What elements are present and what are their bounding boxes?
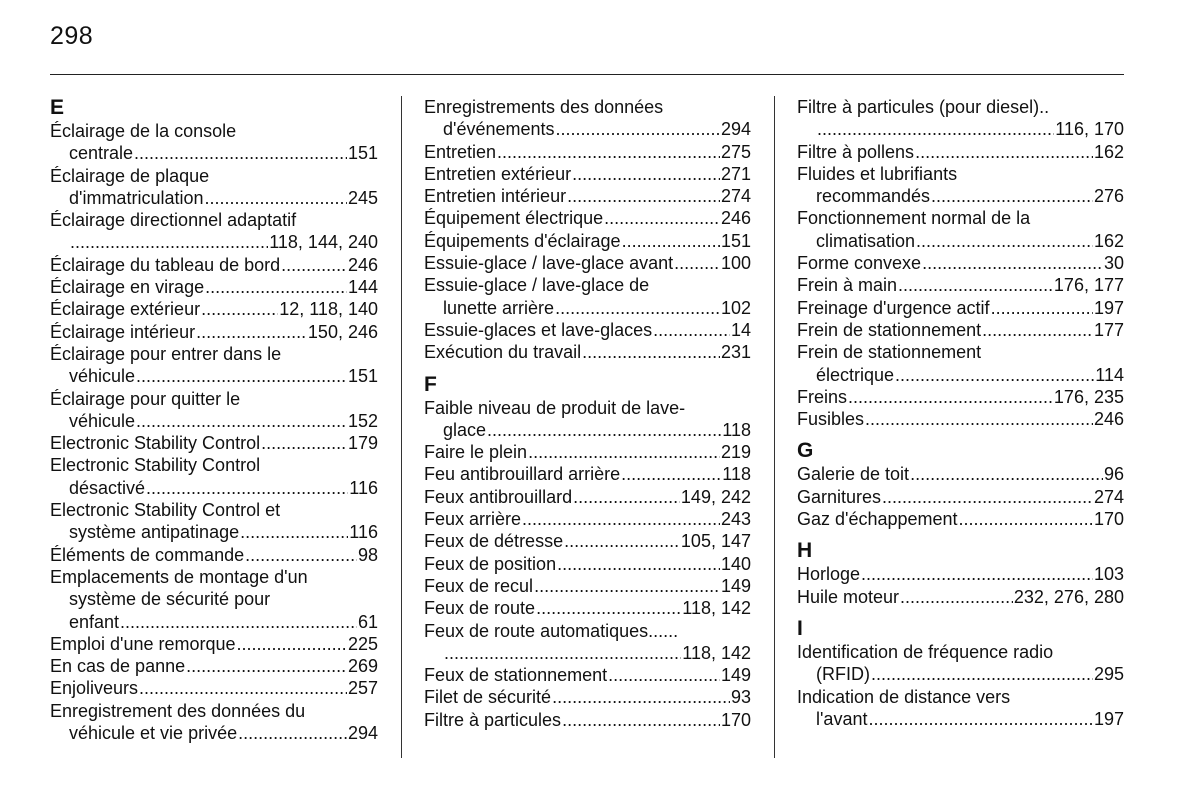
dot-leader	[487, 419, 721, 441]
dot-leader	[281, 254, 347, 276]
index-entry	[797, 663, 1124, 685]
index-entry-pages: 100	[720, 253, 751, 274]
index-entry	[50, 410, 378, 432]
index-entry	[50, 477, 378, 499]
index-entry-pages: 177	[1093, 319, 1124, 340]
index-entry-label: Freins	[797, 386, 848, 407]
index-entry	[424, 553, 751, 575]
index-entry-pages: 150, 246	[307, 321, 378, 342]
index-entry	[797, 274, 1124, 296]
dot-leader	[915, 141, 1093, 163]
index-entry	[424, 508, 751, 530]
dot-leader	[653, 319, 730, 341]
index-entry-label: Entretien	[424, 141, 497, 162]
index-entry-pages: 98	[357, 544, 378, 565]
index-entry-label: Electronic Stability Control	[50, 433, 261, 454]
dot-leader	[201, 298, 278, 320]
index-entry-pages: 151	[347, 366, 378, 387]
index-entry	[797, 252, 1124, 274]
index-entry-text: Frein de stationnement	[797, 342, 982, 363]
index-entry-pages: 151	[720, 230, 751, 251]
index-entry-pages: 149	[720, 665, 751, 686]
index-entry-text: Éclairage de la console	[50, 121, 237, 141]
index-entry	[424, 575, 751, 597]
index-entry-label: Frein de stationnement	[797, 319, 982, 340]
index-entry-label: Garnitures	[797, 486, 882, 507]
index-entry	[50, 655, 378, 677]
index-entry-label: Feux de recul	[424, 575, 534, 596]
section-letter: I	[797, 616, 803, 640]
index-entry-pages: 144	[347, 277, 378, 298]
dot-leader	[861, 563, 1093, 585]
index-entry-label: En cas de panne	[50, 656, 186, 677]
index-entry-label: Fusibles	[797, 409, 865, 430]
index-entry	[50, 633, 378, 655]
index-entry-label: électrique	[816, 364, 895, 385]
dot-leader	[621, 463, 721, 485]
dot-leader	[982, 319, 1093, 341]
index-entry-label: Filtre à pollens	[797, 141, 915, 162]
index-entry-pages: 225	[347, 633, 378, 654]
index-entry	[797, 230, 1124, 252]
index-entry	[797, 319, 1124, 341]
index-entry	[797, 185, 1124, 207]
index-entry	[797, 586, 1124, 608]
index-entry-label: Gaz d'échappement	[797, 509, 958, 530]
index-entry-pages: 269	[347, 656, 378, 677]
index-entry-label: lunette arrière	[443, 297, 555, 318]
index-entry	[797, 386, 1124, 408]
column-divider	[401, 96, 402, 758]
section-letter: H	[797, 539, 813, 563]
index-entry	[424, 252, 751, 274]
index-entry-label: l'avant	[816, 708, 868, 729]
index-entry-pages: 294	[720, 119, 751, 140]
section-letter: F	[424, 372, 437, 396]
index-column-3	[797, 96, 1124, 730]
index-entry-pages: 243	[720, 509, 751, 530]
index-column-2	[424, 96, 751, 731]
index-entry-pages: 295	[1093, 664, 1124, 685]
index-entry-text: Filtre à particules (pour diesel)..	[797, 97, 1050, 117]
dot-leader	[564, 530, 680, 552]
dot-leader	[139, 677, 347, 699]
index-entry	[50, 187, 378, 209]
index-entry-label: (RFID)	[816, 664, 870, 685]
dot-leader	[868, 708, 1092, 730]
index-entry-label: enfant	[69, 611, 120, 632]
index-entry-text: Emplacements de montage d'un	[50, 566, 308, 587]
dot-leader	[582, 341, 720, 363]
index-entry-pages: 275	[720, 141, 751, 162]
index-entry-pages: 118, 144, 240	[269, 232, 378, 253]
index-entry	[50, 254, 378, 276]
index-entry-label: Huile moteur	[797, 586, 900, 607]
index-entry-label: recommandés	[816, 186, 931, 207]
dot-leader	[567, 185, 720, 207]
dot-leader	[562, 709, 720, 731]
index-entry-label: Frein à main	[797, 275, 898, 296]
index-entry	[424, 486, 751, 508]
index-entry-label: véhicule et vie privée	[69, 723, 238, 744]
index-entry-text: Fluides et lubrifiants	[797, 163, 958, 184]
dot-leader	[922, 252, 1103, 274]
index-entry	[424, 709, 751, 731]
index-entry	[797, 118, 1124, 140]
dot-leader	[604, 207, 720, 229]
index-entry-pages: 118, 142	[682, 598, 751, 619]
dot-leader	[70, 231, 268, 253]
index-entry-pages: 118	[722, 419, 751, 440]
dot-leader	[572, 163, 720, 185]
index-entry	[424, 297, 751, 319]
index-entry-label: Faire le plein	[424, 442, 528, 463]
index-entry-pages: 116, 170	[1055, 119, 1124, 140]
index-entry-pages: 102	[720, 297, 751, 318]
dot-leader	[622, 230, 720, 252]
index-entry	[50, 722, 378, 744]
index-entry-pages: 271	[720, 163, 751, 184]
index-entry-pages: 118, 142	[682, 642, 751, 663]
dot-leader	[991, 297, 1093, 319]
index-entry-pages: 114	[1095, 364, 1124, 385]
index-entry-label: Feux de détresse	[424, 531, 564, 552]
dot-leader	[931, 185, 1093, 207]
index-entry-label: véhicule	[69, 366, 136, 387]
index-entry-label: Galerie de toit	[797, 464, 910, 485]
index-entry-pages: 162	[1093, 230, 1124, 251]
index-entry-pages: 170	[1093, 509, 1124, 530]
dot-leader	[522, 508, 720, 530]
index-entry-pages: 176, 235	[1053, 386, 1124, 407]
dot-leader	[261, 432, 347, 454]
dot-leader	[557, 553, 720, 575]
index-entry	[50, 677, 378, 699]
index-entry-pages: 12, 118, 140	[279, 299, 378, 320]
dot-leader	[910, 463, 1103, 485]
index-entry-pages: 257	[347, 678, 378, 699]
index-entry-label: Exécution du travail	[424, 342, 582, 363]
index-entry	[797, 408, 1124, 430]
index-entry-label: Éclairage intérieur	[50, 321, 196, 342]
index-entry	[50, 365, 378, 387]
index-entry	[50, 321, 378, 343]
index-entry-pages: 103	[1093, 564, 1124, 585]
index-entry-label: Équipements d'éclairage	[424, 230, 621, 251]
index-entry-pages: 96	[1103, 464, 1124, 485]
index-entry-pages: 105, 147	[680, 531, 751, 552]
index-entry	[424, 419, 751, 441]
index-entry-pages: 61	[357, 611, 378, 632]
dot-leader	[900, 586, 1013, 608]
index-entry-pages: 246	[347, 254, 378, 275]
dot-leader	[120, 611, 357, 633]
index-entry-pages: 149	[720, 575, 751, 596]
dot-leader	[186, 655, 347, 677]
index-entry	[797, 297, 1124, 319]
dot-leader	[205, 276, 347, 298]
index-entry	[50, 432, 378, 454]
index-entry	[424, 118, 751, 140]
index-entry	[50, 231, 378, 253]
index-entry-pages: 176, 177	[1053, 275, 1124, 296]
index-entry	[797, 508, 1124, 530]
index-entry-label: Filet de sécurité	[424, 687, 552, 708]
index-entry-label: climatisation	[816, 230, 916, 251]
index-entry	[797, 486, 1124, 508]
dot-leader	[136, 410, 347, 432]
index-entry-pages: 276	[1093, 186, 1124, 207]
index-entry-text: Éclairage de plaque	[50, 165, 210, 186]
index-entry-label: Freinage d'urgence actif	[797, 297, 990, 318]
index-entry	[424, 463, 751, 485]
dot-leader	[204, 187, 346, 209]
index-entry-pages: 30	[1103, 253, 1124, 274]
index-entry	[424, 686, 751, 708]
index-entry	[424, 163, 751, 185]
index-entry-label: Forme convexe	[797, 253, 922, 274]
index-entry	[424, 185, 751, 207]
index-entry-label: Emploi d'une remorque	[50, 633, 236, 654]
header-rule	[50, 74, 1124, 75]
index-entry-label: système antipatinage	[69, 522, 240, 543]
index-entry-label: Entretien extérieur	[424, 163, 572, 184]
index-entry-pages: 231	[720, 342, 751, 363]
dot-leader	[497, 141, 720, 163]
index-entry-pages: 116	[349, 477, 378, 498]
dot-leader	[916, 230, 1093, 252]
dot-leader	[898, 274, 1053, 296]
index-entry-text: Éclairage pour entrer dans le	[50, 343, 282, 364]
dot-leader	[196, 321, 307, 343]
index-entry-pages: 245	[347, 187, 378, 208]
dot-leader	[552, 686, 730, 708]
index-entry-pages: 170	[720, 709, 751, 730]
index-entry-pages: 152	[347, 410, 378, 431]
dot-leader	[817, 118, 1054, 140]
index-entry-text: Identification de fréquence radio	[797, 641, 1054, 662]
dot-leader	[444, 642, 681, 664]
index-entry-label: Éclairage du tableau de bord	[50, 254, 281, 275]
index-entry-label: Enjoliveurs	[50, 678, 139, 699]
dot-leader	[573, 486, 680, 508]
index-entry-label: Éclairage extérieur	[50, 299, 201, 320]
index-entry-label: Éclairage en virage	[50, 277, 205, 298]
index-entry-text: Enregistrements des données	[424, 97, 664, 117]
index-entry-label: Équipement électrique	[424, 208, 604, 229]
index-entry-text: Faible niveau de produit de lave-	[424, 397, 686, 418]
index-entry-label: désactivé	[69, 477, 146, 498]
dot-leader	[536, 597, 681, 619]
section-letter: G	[797, 439, 814, 463]
dot-leader	[240, 521, 348, 543]
index-entry-label: Feux de position	[424, 553, 557, 574]
dot-leader	[136, 365, 347, 387]
index-entry	[424, 597, 751, 619]
dot-leader	[238, 722, 347, 744]
index-entry-pages: 149, 242	[680, 486, 751, 507]
index-entry-text: Indication de distance vers	[797, 686, 1011, 707]
dot-leader	[674, 252, 720, 274]
index-entry-label: véhicule	[69, 410, 136, 431]
index-entry-text: Éclairage pour quitter le	[50, 388, 241, 409]
index-entry-label: Essuie-glaces et lave-glaces	[424, 319, 653, 340]
index-entry	[50, 611, 378, 633]
dot-leader	[608, 664, 720, 686]
index-entry-text: Éclairage directionnel adaptatif	[50, 210, 297, 231]
index-entry	[50, 521, 378, 543]
index-entry-pages: 140	[720, 553, 751, 574]
dot-leader	[882, 486, 1093, 508]
dot-leader	[134, 142, 347, 164]
page-number: 298	[50, 22, 94, 50]
index-entry-text: Electronic Stability Control	[50, 455, 261, 476]
index-entry-pages: 179	[347, 433, 378, 454]
index-entry	[797, 708, 1124, 730]
index-entry-label: Feux arrière	[424, 509, 522, 530]
index-entry-label: Feux de route	[424, 598, 536, 619]
index-entry	[424, 642, 751, 664]
dot-leader	[237, 633, 347, 655]
index-entry-pages: 14	[730, 319, 751, 340]
dot-leader	[534, 575, 720, 597]
index-entry	[424, 341, 751, 363]
dot-leader	[146, 477, 348, 499]
index-entry-pages: 232, 276, 280	[1013, 586, 1124, 607]
index-entry-pages: 246	[1093, 409, 1124, 430]
index-entry	[797, 141, 1124, 163]
index-entry-label: Essuie-glace / lave-glace avant	[424, 253, 674, 274]
index-entry	[50, 298, 378, 320]
dot-leader	[245, 544, 357, 566]
index-entry	[797, 364, 1124, 386]
index-entry-label: Horloge	[797, 564, 861, 585]
dot-leader	[871, 663, 1093, 685]
dot-leader	[865, 408, 1093, 430]
index-entry-label: Feu antibrouillard arrière	[424, 464, 621, 485]
index-entry	[424, 441, 751, 463]
index-entry	[797, 463, 1124, 485]
index-entry-text: Essuie-glace / lave-glace de	[424, 275, 650, 296]
column-divider	[774, 96, 775, 758]
index-entry-text: système de sécurité pour	[69, 589, 271, 610]
section-letter: E	[50, 96, 65, 119]
dot-leader	[895, 364, 1094, 386]
index-entry-pages: 197	[1093, 708, 1124, 729]
index-entry-pages: 93	[730, 687, 751, 708]
dot-leader	[959, 508, 1093, 530]
dot-leader	[848, 386, 1053, 408]
dot-leader	[528, 441, 720, 463]
index-entry-pages: 162	[1093, 141, 1124, 162]
index-entry-pages: 219	[720, 442, 751, 463]
index-entry	[50, 142, 378, 164]
index-entry-pages: 151	[347, 143, 378, 164]
index-entry-pages: 118	[722, 464, 751, 485]
index-entry-label: Entretien intérieur	[424, 186, 567, 207]
index-entry-label: Feux antibrouillard	[424, 486, 573, 507]
index-entry-label: Filtre à particules	[424, 709, 562, 730]
index-entry	[424, 230, 751, 252]
index-entry	[424, 664, 751, 686]
index-entry-text: Feux de route automatiques......	[424, 620, 679, 641]
index-entry-text: Enregistrement des données du	[50, 700, 306, 721]
index-entry	[424, 319, 751, 341]
index-entry-label: d'immatriculation	[69, 187, 204, 208]
index-entry	[424, 530, 751, 552]
index-column-1	[50, 96, 378, 744]
index-entry-pages: 274	[720, 186, 751, 207]
index-entry-pages: 116	[349, 522, 378, 543]
index-entry-pages: 197	[1093, 297, 1124, 318]
index-entry-text: Fonctionnement normal de la	[797, 208, 1031, 229]
dot-leader	[556, 118, 720, 140]
index-entry-label: d'événements	[443, 119, 555, 140]
index-entry-pages: 246	[720, 208, 751, 229]
index-entry-label: Feux de stationnement	[424, 665, 608, 686]
index-entry	[50, 544, 378, 566]
index-entry-pages: 274	[1093, 486, 1124, 507]
index-entry-text: Electronic Stability Control et	[50, 500, 281, 521]
index-entry-label: Éléments de commande	[50, 544, 245, 565]
index-entry-label: centrale	[69, 143, 134, 164]
index-entry	[797, 563, 1124, 585]
index-entry-label: glace	[443, 419, 487, 440]
index-entry-pages: 294	[347, 723, 378, 744]
index-entry	[50, 276, 378, 298]
index-entry	[424, 141, 751, 163]
index-entry	[424, 207, 751, 229]
dot-leader	[555, 297, 720, 319]
